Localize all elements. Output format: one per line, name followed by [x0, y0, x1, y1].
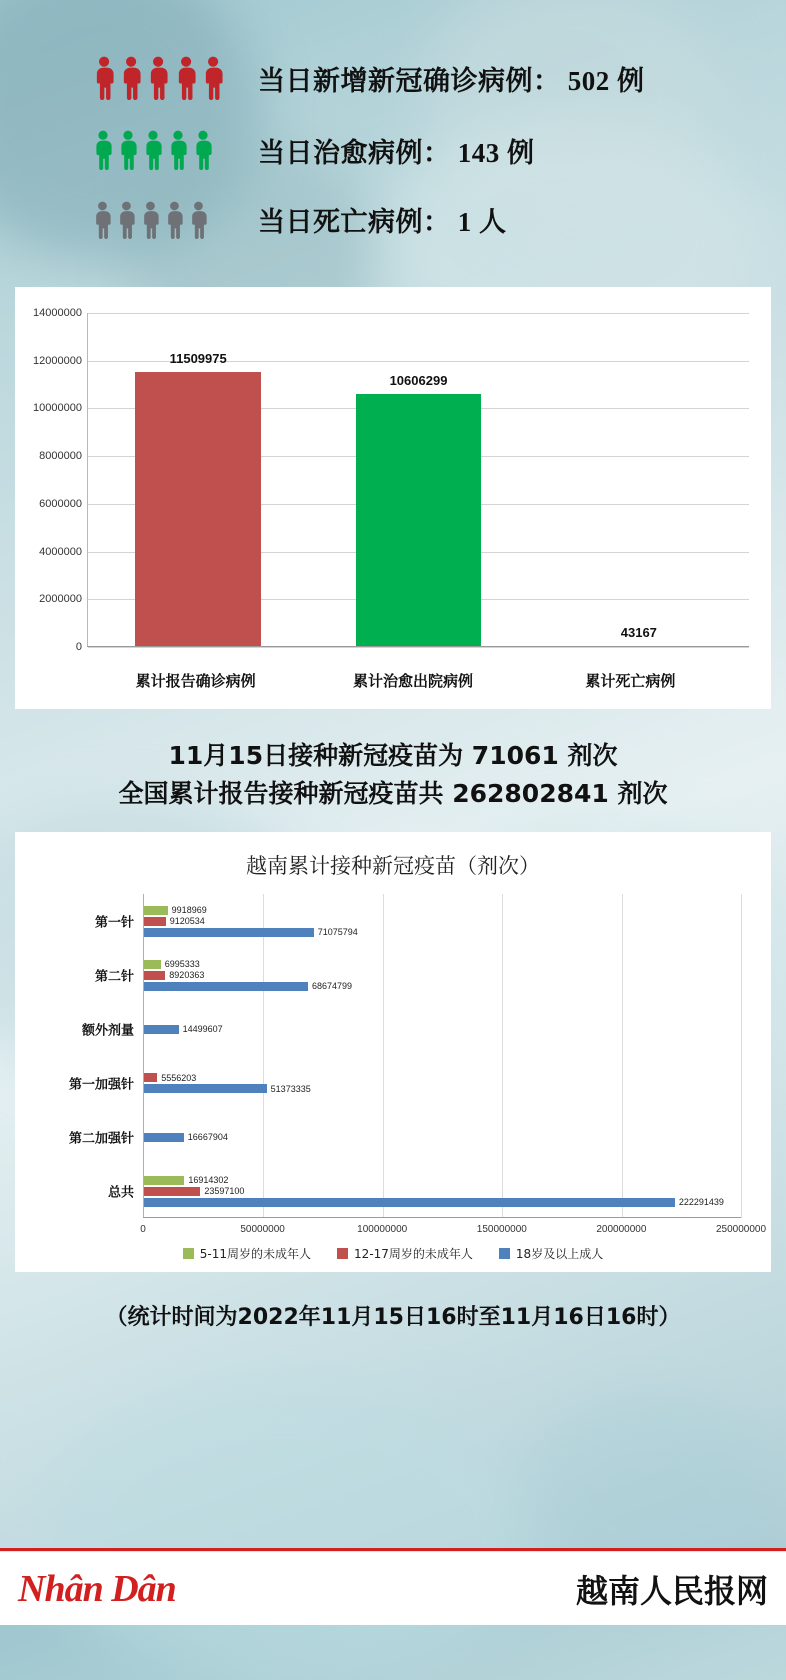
- legend-item: [499, 1245, 603, 1262]
- people-pictogram: [92, 130, 234, 170]
- x-tick-label: 250000000: [715, 1224, 767, 1235]
- gridline: [622, 894, 623, 1218]
- stat-value: 502: [560, 65, 617, 96]
- people-pictogram: [92, 56, 234, 100]
- legend-label: 5-11周岁的未成年人: [199, 1247, 312, 1261]
- bar-value-label: 6995333: [164, 959, 200, 969]
- bar: [144, 928, 314, 937]
- publisher-name: 越南人民报网: [575, 1571, 768, 1610]
- bar: [144, 971, 165, 980]
- stat-label-value: [258, 59, 645, 98]
- vaccination-chart-title: 越南累计接种新冠疫苗（剂次）: [246, 854, 540, 878]
- y-category-label: 第二针: [94, 969, 134, 985]
- bar: [144, 1073, 157, 1082]
- vaccination-daily-line: 11月15日接种新冠疫苗为 71061 剂次: [168, 741, 618, 770]
- bar-value-label: 16667904: [187, 1132, 228, 1142]
- y-tick-label: 0: [75, 641, 82, 653]
- daily-stats-section: [0, 0, 786, 281]
- legend-swatch: [183, 1248, 194, 1259]
- bar: [144, 906, 168, 915]
- chart-plot-area: [68, 894, 741, 1218]
- gridline: [741, 894, 742, 1218]
- bar-value-label: 23597100: [204, 1186, 245, 1196]
- bar-value-label: 5556203: [161, 1072, 197, 1083]
- bar: [144, 1198, 675, 1207]
- footer-bar: [0, 1551, 786, 1625]
- bar-value-label: 11509975: [169, 351, 227, 367]
- bar: [135, 372, 261, 647]
- x-tick-label: 150000000: [476, 1224, 527, 1235]
- footer-divider: [0, 1548, 786, 1551]
- person-icon: [92, 201, 113, 239]
- y-tick-label: 12000000: [33, 354, 82, 367]
- bar: [144, 1133, 184, 1142]
- legend-label: 12-17周岁的未成年人: [354, 1247, 473, 1261]
- background-decor: [40, 1380, 540, 1680]
- legend-label: 18岁及以上成人: [515, 1247, 604, 1261]
- statistics-timeframe-note: （统计时间为2022年11月15日16时至11月16日16时）: [105, 1305, 681, 1330]
- gridline: [383, 894, 384, 1218]
- stat-label-value: [258, 200, 507, 239]
- person-icon: [92, 56, 116, 100]
- y-tick-label: 4000000: [39, 545, 82, 558]
- bar-value-label: 9120534: [169, 916, 205, 926]
- gridline: [88, 313, 749, 314]
- chart-plot-area: [33, 307, 749, 653]
- bar-value-label: 222291439: [678, 1197, 724, 1207]
- bar: [356, 394, 482, 647]
- x-tick-label: 100000000: [357, 1224, 408, 1235]
- bar-value-label: 8920363: [169, 970, 205, 980]
- y-tick-label: 6000000: [39, 497, 82, 510]
- stat-unit: 人: [479, 207, 507, 238]
- stat-unit: 例: [507, 137, 535, 169]
- bar-value-label: 14499607: [182, 1024, 223, 1034]
- stat-label: 当日治愈病例：: [258, 137, 451, 169]
- x-tick-label: 50000000: [240, 1224, 285, 1235]
- bar-value-label: 71075794: [317, 927, 358, 937]
- bar: [144, 960, 161, 969]
- stat-row: [0, 56, 786, 100]
- nhan-dan-logo: Nhân Dân: [18, 1567, 176, 1610]
- gridline: [88, 647, 749, 648]
- gridline: [263, 894, 264, 1218]
- legend-item: [337, 1245, 473, 1262]
- person-icon: [140, 201, 161, 239]
- y-category-label: 总共: [107, 1185, 134, 1201]
- y-tick-label: 14000000: [33, 307, 82, 319]
- bar-value-label: 68674799: [311, 981, 353, 991]
- person-icon: [164, 201, 185, 239]
- stat-row: [0, 130, 786, 170]
- gridline: [502, 894, 503, 1218]
- y-tick-label: 8000000: [39, 450, 82, 463]
- stat-row: [0, 200, 786, 239]
- x-category-label: 累计治愈出院病例: [353, 672, 474, 690]
- bar-value-label: 51373335: [270, 1083, 311, 1094]
- person-icon: [146, 56, 170, 100]
- vaccination-chart: [27, 890, 767, 1262]
- person-icon: [116, 201, 137, 239]
- person-icon: [167, 130, 189, 170]
- people-pictogram: [92, 201, 234, 239]
- bar: [144, 1187, 200, 1196]
- bar-value-label: 9918969: [171, 905, 207, 915]
- bar-value-label: 43167: [620, 624, 657, 640]
- stat-value: 1: [450, 207, 479, 237]
- y-tick-label: 10000000: [33, 402, 82, 415]
- stat-unit: 例: [617, 65, 645, 97]
- stat-label: 当日新增新冠确诊病例：: [258, 65, 561, 97]
- person-icon: [92, 130, 114, 170]
- x-tick-label: 200000000: [596, 1224, 647, 1235]
- bar: [144, 982, 308, 991]
- vaccination-total-line: 全国累计报告接种新冠疫苗共 262802841 剂次: [118, 778, 668, 808]
- chart-legend: [27, 1245, 759, 1262]
- person-icon: [142, 130, 164, 170]
- x-tick-label: 0: [140, 1224, 146, 1235]
- cumulative-cases-chart: [25, 301, 761, 701]
- cumulative-cases-chart-panel: [15, 287, 771, 709]
- vaccination-chart-panel: [15, 832, 771, 1272]
- y-tick-label: 2000000: [39, 593, 82, 606]
- x-axis: [87, 646, 749, 647]
- vaccination-summary: [0, 709, 786, 830]
- y-category-label: 第二加强针: [68, 1131, 134, 1147]
- y-category-label: 第一针: [94, 915, 134, 931]
- legend-item: [183, 1245, 311, 1262]
- person-icon: [117, 130, 139, 170]
- bar: [144, 1084, 267, 1093]
- stat-value: 143: [450, 137, 507, 168]
- person-icon: [174, 56, 198, 100]
- y-category-label: 额外剂量: [81, 1023, 134, 1039]
- y-category-label: 第一加强针: [68, 1077, 134, 1093]
- x-category-label: 累计报告确诊病例: [135, 672, 256, 690]
- person-icon: [201, 56, 225, 100]
- bar: [144, 917, 166, 926]
- stat-label-value: [258, 131, 535, 170]
- person-icon: [192, 130, 214, 170]
- bar: [144, 1176, 184, 1185]
- person-icon: [119, 56, 143, 100]
- bar: [144, 1025, 179, 1034]
- x-category-label: 累计死亡病例: [585, 672, 676, 690]
- x-axis: [140, 1217, 767, 1235]
- bar-value-label: 10606299: [389, 372, 448, 388]
- legend-swatch: [337, 1248, 348, 1259]
- legend-swatch: [499, 1248, 510, 1259]
- bar-value-label: 16914302: [188, 1175, 229, 1185]
- stat-label: 当日死亡病例：: [258, 207, 451, 238]
- person-icon: [188, 201, 209, 239]
